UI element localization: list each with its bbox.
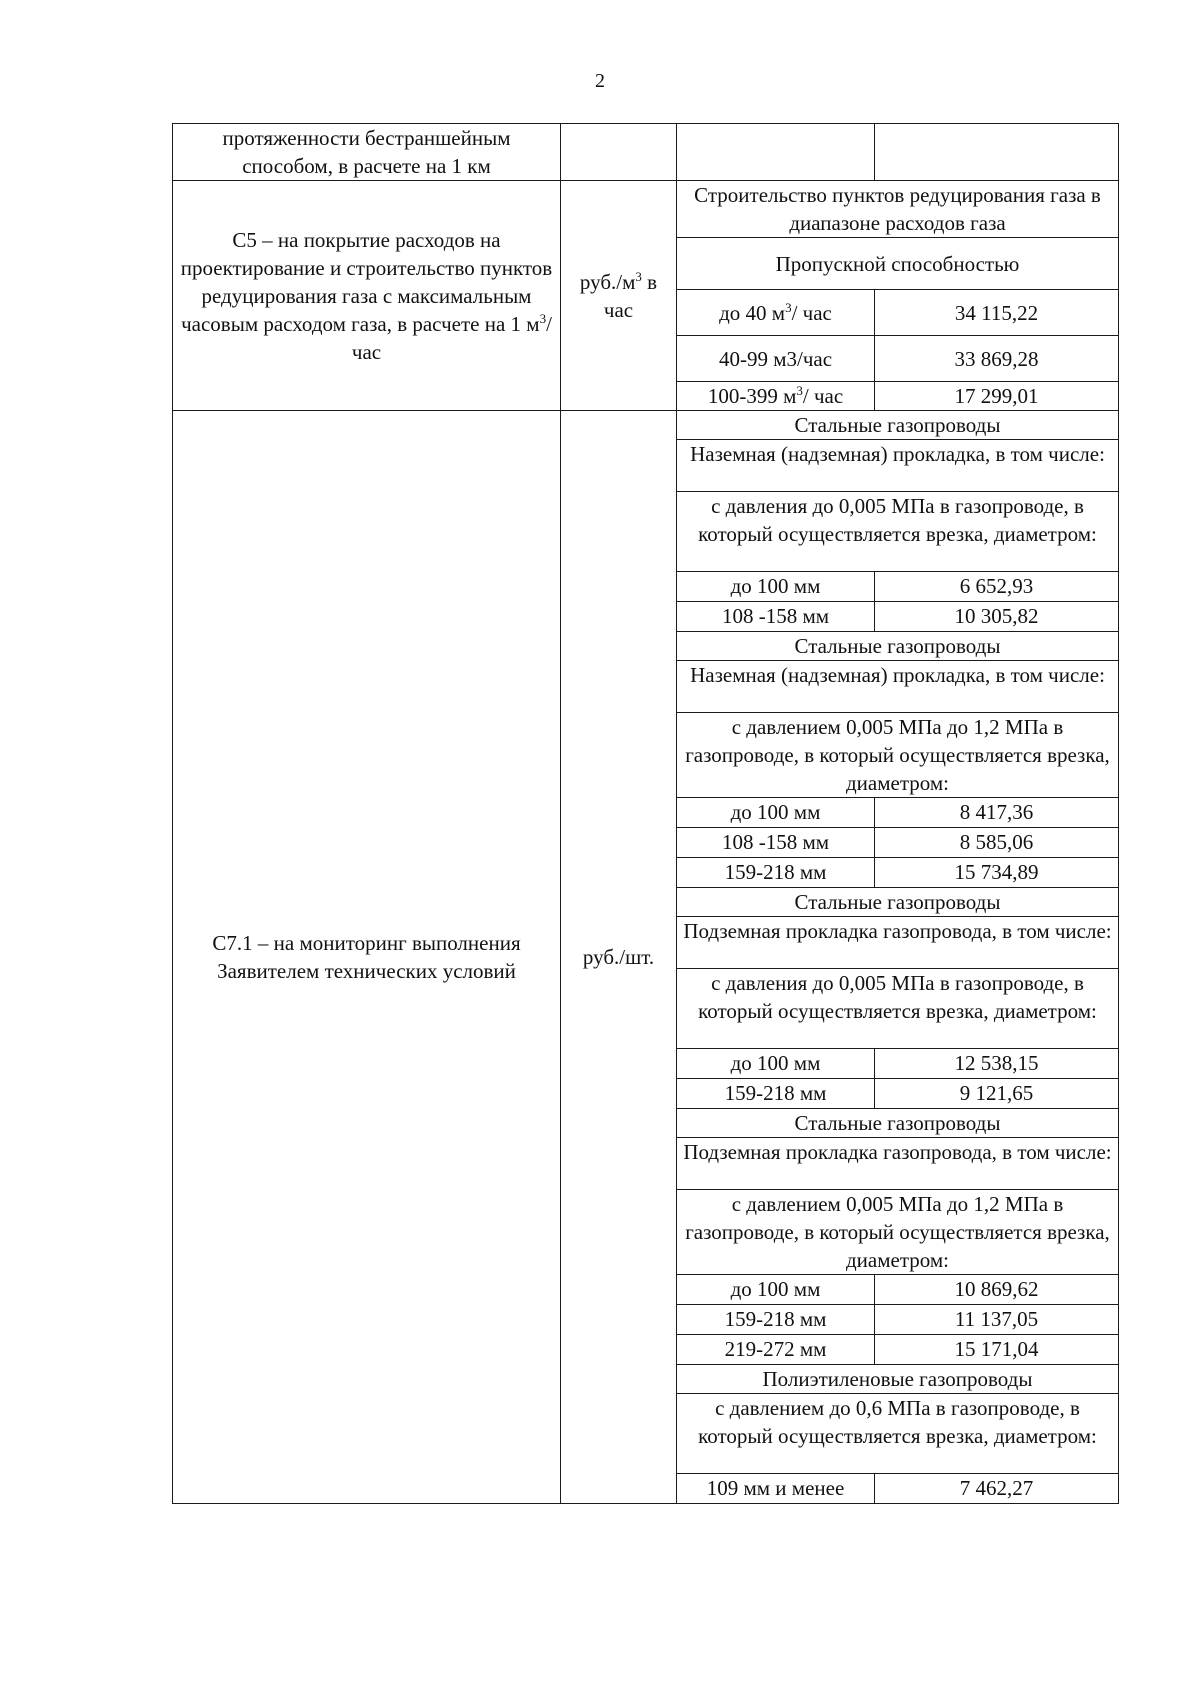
diameter-label: 109 мм и менее bbox=[677, 1474, 875, 1504]
c5-unit-text: руб./м bbox=[579, 269, 636, 294]
c5-range-tail: / час bbox=[802, 384, 844, 408]
table-row bbox=[173, 124, 1119, 181]
diameter-value: 15 171,04 bbox=[875, 1335, 1119, 1365]
c5-range-label bbox=[677, 290, 875, 336]
c5-range-value: 33 869,28 bbox=[875, 336, 1119, 382]
diameter-label: 108 -158 мм bbox=[677, 602, 875, 632]
diameter-value: 10 305,82 bbox=[875, 602, 1119, 632]
diameter-label: до 100 мм bbox=[677, 572, 875, 602]
diameter-value: 7 462,27 bbox=[875, 1474, 1119, 1504]
diameter-value: 9 121,65 bbox=[875, 1079, 1119, 1109]
c5-range-label bbox=[677, 336, 875, 382]
pipe-material-heading: Стальные газопроводы bbox=[677, 888, 1119, 917]
pipe-material-heading: Стальные газопроводы bbox=[677, 632, 1119, 661]
diameter-label: до 100 мм bbox=[677, 798, 875, 828]
c5-description-text: С5 – на покрытие расходов на проектирование и строительство пунктов редуцирования газа с максимальным часовым расходом газа, в расчете на 1 м bbox=[180, 227, 553, 336]
c5-range-text: до 40 м bbox=[719, 300, 786, 325]
diameter-label: 108 -158 мм bbox=[677, 828, 875, 858]
diameter-label: 159-218 мм bbox=[677, 1079, 875, 1109]
diameter-label: до 100 мм bbox=[677, 1275, 875, 1305]
tariff-table bbox=[172, 123, 1119, 1504]
table-row bbox=[173, 411, 1119, 440]
prev-row-description: протяженности бестраншейным способом, в расчете на 1 км bbox=[173, 124, 561, 181]
pipe-material-heading: Стальные газопроводы bbox=[677, 1109, 1119, 1138]
diameter-value: 11 137,05 bbox=[875, 1305, 1119, 1335]
c5-unit-sup: 3 bbox=[635, 268, 642, 284]
table-row bbox=[173, 181, 1119, 238]
laying-type: Наземная (надземная) прокладка, в том числе: bbox=[677, 661, 1119, 713]
laying-type: Подземная прокладка газопровода, в том числе: bbox=[677, 1138, 1119, 1190]
diameter-value: 6 652,93 bbox=[875, 572, 1119, 602]
prev-row-unit bbox=[561, 124, 677, 181]
c5-description-tail: / час bbox=[351, 311, 552, 364]
c5-range-sup: 3 bbox=[785, 299, 792, 315]
c5-range-sup: 3 bbox=[796, 383, 803, 398]
laying-type: Наземная (надземная) прокладка, в том числе: bbox=[677, 440, 1119, 492]
c71-unit: руб./шт. bbox=[561, 411, 677, 1504]
laying-type: Подземная прокладка газопровода, в том числе: bbox=[677, 917, 1119, 969]
c5-range-value: 34 115,22 bbox=[875, 290, 1119, 336]
pressure-condition: с давления до 0,005 МПа в газопроводе, в который осуществляется врезка, диаметром: bbox=[677, 492, 1119, 572]
tariff-table-body bbox=[173, 124, 1119, 1504]
c5-range-label bbox=[677, 382, 875, 411]
pressure-condition: с давлением 0,005 МПа до 1,2 МПа в газопроводе, в который осуществляется врезка, диаметром: bbox=[677, 1190, 1119, 1275]
c5-range-tail: / час bbox=[791, 300, 832, 325]
pressure-condition: с давлением до 0,6 МПа в газопроводе, в который осуществляется врезка, диаметром: bbox=[677, 1394, 1119, 1474]
prev-row-label bbox=[677, 124, 875, 181]
diameter-value: 12 538,15 bbox=[875, 1049, 1119, 1079]
diameter-value: 8 585,06 bbox=[875, 828, 1119, 858]
diameter-value: 15 734,89 bbox=[875, 858, 1119, 888]
c5-range-value: 17 299,01 bbox=[875, 382, 1119, 411]
diameter-label: 219-272 мм bbox=[677, 1335, 875, 1365]
diameter-label: 159-218 мм bbox=[677, 1305, 875, 1335]
pipe-material-heading: Полиэтиленовые газопроводы bbox=[677, 1365, 1119, 1394]
c5-unit-tail: в час bbox=[603, 269, 658, 322]
diameter-value: 8 417,36 bbox=[875, 798, 1119, 828]
pressure-condition: с давления до 0,005 МПа в газопроводе, в который осуществляется врезка, диаметром: bbox=[677, 969, 1119, 1049]
diameter-label: до 100 мм bbox=[677, 1049, 875, 1079]
c5-description bbox=[173, 181, 561, 411]
prev-row-value bbox=[875, 124, 1119, 181]
c5-header-capacity: Пропускной способностью bbox=[677, 238, 1119, 290]
pressure-condition: с давлением 0,005 МПа до 1,2 МПа в газопроводе, в который осуществляется врезка, диаметром: bbox=[677, 713, 1119, 798]
c5-description-sup: 3 bbox=[539, 310, 547, 326]
c71-description: С7.1 – на мониторинг выполнения Заявителем технических условий bbox=[173, 411, 561, 1504]
page-number: 2 bbox=[595, 70, 605, 92]
c5-range-text: 40-99 м3/час bbox=[718, 346, 833, 371]
diameter-label: 159-218 мм bbox=[677, 858, 875, 888]
c5-range-text: 100-399 м bbox=[707, 384, 797, 408]
pipe-material-heading: Стальные газопроводы bbox=[677, 411, 1119, 440]
c5-unit bbox=[561, 181, 677, 411]
c5-header-construction: Строительство пунктов редуцирования газа в диапазоне расходов газа bbox=[677, 181, 1119, 238]
diameter-value: 10 869,62 bbox=[875, 1275, 1119, 1305]
